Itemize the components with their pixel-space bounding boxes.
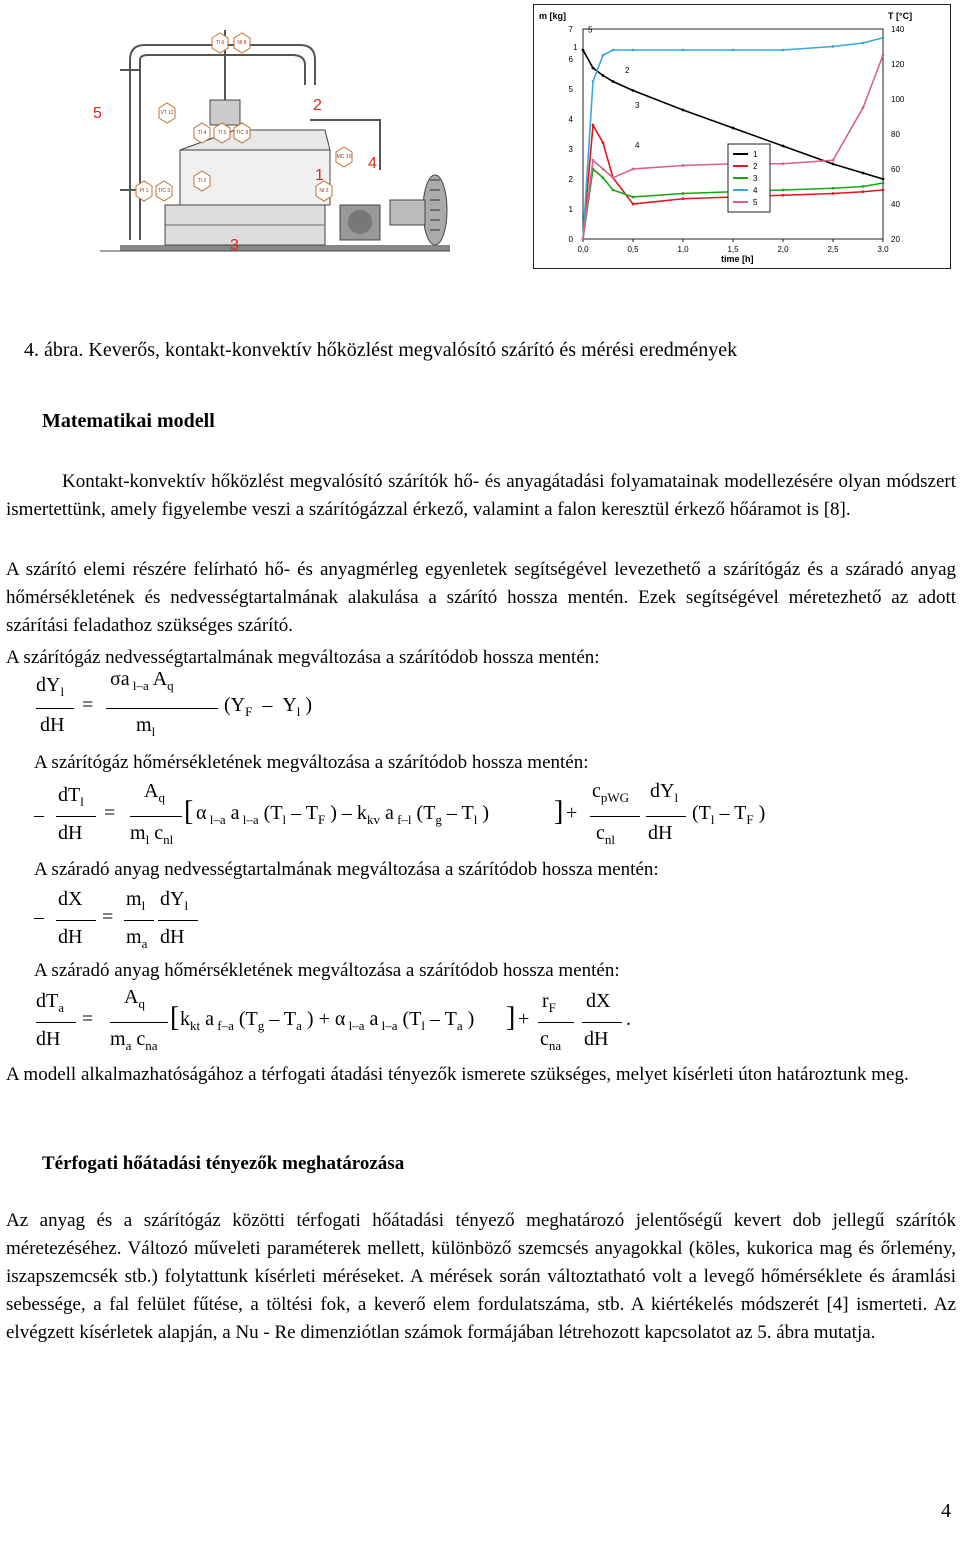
series-point-4	[682, 49, 685, 52]
series-point-4	[882, 36, 885, 39]
series-point-4	[862, 42, 865, 45]
svg-text:VT 11: VT 11	[160, 110, 174, 116]
legend-label-2: 2	[753, 162, 758, 171]
right-tick-label: 100	[891, 95, 905, 104]
series-point-2	[602, 141, 605, 144]
series-point-3	[602, 176, 605, 179]
series-point-1	[882, 178, 885, 181]
legend-label-3: 3	[753, 174, 758, 183]
equation-4: $dT_a$ dH = $A_q$ $m_a$ $c_{na}$ [ $k_{kt}$ a $_{f-a}$ ($T_g - T_a$ ) + α $_{l-a}$ a $_{l-a}$ ($T_l - T_a$ ) ] + $r_F$ $c_{na}$ dX dH .	[36, 986, 631, 1053]
series-point-4	[632, 49, 635, 52]
series-point-4	[612, 49, 615, 52]
right-axis-label: T [°C]	[888, 11, 913, 21]
svg-text:TIC 9: TIC 9	[235, 130, 249, 136]
measurement-chart	[533, 4, 951, 269]
series-point-2	[832, 192, 835, 195]
series-point-1	[732, 127, 735, 130]
curve-number-2: 2	[625, 65, 630, 75]
eq3-intro: A száradó anyag nedvességtartalmának megváltozása a szárítódob hossza mentén:	[34, 859, 659, 880]
right-tick-label: 120	[891, 60, 905, 69]
svg-text:TI 4: TI 4	[197, 130, 207, 136]
series-point-3	[832, 187, 835, 190]
left-tick-label: 6	[568, 55, 573, 64]
series-point-1	[582, 49, 585, 52]
right-tick-label: 60	[891, 165, 900, 174]
series-point-4	[732, 49, 735, 52]
legend-label-1: 1	[753, 150, 758, 159]
x-tick-label: 0,0	[577, 245, 589, 254]
series-point-5	[602, 168, 605, 171]
series-point-5	[832, 159, 835, 162]
heading-model: Matematikai modell	[42, 410, 215, 432]
series-point-4	[782, 49, 785, 52]
series-point-1	[602, 74, 605, 77]
series-point-1	[862, 172, 865, 175]
legend-label-5: 5	[753, 198, 758, 207]
series-point-2	[632, 203, 635, 206]
right-tick-label: 140	[891, 25, 905, 34]
series-point-5	[632, 168, 635, 171]
paragraph-last: Az anyag és a szárítógáz közötti térfogati hőátadási tényező meghatározó jelentőségű kevert dob jellegű szárítók méretezéséhez. Változó műveleti paraméterek mellett, különböző szemcsés anyagokkal (köles, kukorica mag és őrlemény, iszapszemcsék stb.) folytattunk kísérleti méréseket. A mérések során változtatható volt a levegő hőmérséklete és áramlási sebessége, a fal felület fűtése, a töltési fok, a keverő elem fordulatszáma, stb. A kiértékelés módszerét [4] ismerteti. Az elvégzett kísérletek alapján, a Nu - Re dimenziótlan számok formájában létrehozott kapcsolatot az 5. ábra mutatja.	[6, 1210, 956, 1343]
svg-text:1: 1	[315, 167, 324, 184]
x-tick-label: 1,5	[727, 245, 739, 254]
series-point-5	[782, 162, 785, 165]
equation-2: – $dT_l$ dH = $A_q$ $m_l$ $c_{nl}$ [ α $_{l-a}$ a $_{l-a}$ ($T_l - T_F$ ) – $k_{kv}$ a $_{f-l}$ ($T_g - T_l$ ) ] + $c_{pWG}$ $c_{nl}$ $dY_l$ dH ($T_l - T_F$ )	[34, 780, 766, 847]
series-point-1	[612, 80, 615, 83]
series-point-2	[782, 194, 785, 197]
left-tick-label: 3	[568, 145, 573, 154]
svg-text:NI 8: NI 8	[237, 40, 247, 46]
x-tick-label: 0,5	[627, 245, 639, 254]
svg-text:NI 3: NI 3	[319, 188, 329, 194]
series-point-2	[862, 190, 865, 193]
left-tick-label: 5	[568, 85, 573, 94]
series-point-3	[782, 189, 785, 192]
figure-caption: 4. ábra. Keverős, kontakt-konvektív hőközlést megvalósító szárító és mérési eredmények	[24, 339, 738, 361]
x-tick-label: 3,0	[877, 245, 889, 254]
series-point-5	[882, 54, 885, 57]
curve-number-4: 4	[635, 141, 640, 150]
series-point-3	[882, 182, 885, 185]
left-tick-label: 2	[568, 175, 573, 184]
series-point-5	[582, 238, 585, 241]
left-tick-label: 1	[568, 205, 573, 214]
series-point-4	[832, 45, 835, 48]
paragraph-applicability: A modell alkalmazhatóságához a térfogati átadási tényezők ismerete szükséges, melyet kísérleti úton határoztunk meg.	[6, 1064, 909, 1085]
legend-label-4: 4	[753, 186, 758, 195]
curve-number-5: 5	[588, 25, 593, 35]
series-point-4	[602, 54, 605, 57]
curve-number-1: 1	[573, 43, 578, 52]
series-point-1	[682, 109, 685, 112]
series-point-2	[592, 124, 595, 127]
series-point-1	[832, 163, 835, 166]
paragraph-balance: A szárító elemi részére felírható hő- és anyagmérleg egyenletek segítségével levezethető a szárítógáz és a száradó anyag hőmérsékletének és nedvességtartalmának alakulása a szárító hossza mentén. Ezek segítségével méretezhető az adott szárítási feladathoz szükséges szárító.	[6, 559, 956, 636]
curve-number-3: 3	[635, 100, 640, 110]
right-tick-label: 80	[891, 130, 900, 139]
right-tick-label: 40	[891, 200, 900, 209]
series-point-5	[612, 176, 615, 179]
svg-text:MC 10: MC 10	[336, 154, 352, 160]
series-point-5	[592, 159, 595, 162]
svg-text:5: 5	[93, 105, 102, 122]
svg-text:PI 1: PI 1	[139, 188, 149, 194]
series-point-2	[882, 189, 885, 192]
eq1-intro: A szárítógáz nedvességtartalmának megváltozása a szárítódob hossza mentén:	[6, 647, 600, 668]
svg-text:TI 6: TI 6	[215, 40, 225, 46]
x-tick-label: 2,0	[777, 245, 789, 254]
left-tick-label: 4	[568, 115, 573, 124]
series-point-3	[682, 192, 685, 195]
apparatus-drawing	[60, 0, 460, 272]
eq4-intro: A száradó anyag hőmérsékletének megváltozása a szárítódob hossza mentén:	[34, 960, 620, 981]
page-number: 4	[941, 1500, 951, 1522]
equation-3: – dX dH = $m_l$ $m_a$ $dY_l$ dH	[34, 888, 334, 958]
right-tick-label: 20	[891, 235, 900, 244]
svg-text:TI 2: TI 2	[197, 178, 207, 184]
equation-1: $dY_l$ dH = σa $_{l-a}$ $A_q$ $m_l$ ($Y_F - Y_l$ )	[36, 668, 313, 739]
series-point-3	[612, 189, 615, 192]
series-point-1	[592, 67, 595, 70]
left-tick-label: 0	[568, 235, 573, 244]
series-point-1	[632, 89, 635, 92]
series-point-1	[782, 145, 785, 148]
left-axis-label: m [kg]	[539, 11, 566, 21]
paragraph-intro: Kontakt-konvektív hőközlést megvalósító szárítók hő- és anyagátadási folyamatainak modellezésére olyan módszert ismertettünk, amely figyelembe veszi a szárítógázzal érkező, valamint a falon keresztül érkező hőáramot is [8].	[6, 471, 956, 520]
series-point-5	[682, 164, 685, 167]
eq2-intro: A szárítógáz hőmérsékletének megváltozása a szárítódob hossza mentén:	[34, 752, 589, 773]
svg-text:2: 2	[313, 97, 322, 114]
series-point-2	[682, 197, 685, 200]
x-axis-label: time [h]	[721, 254, 754, 264]
svg-text:4: 4	[368, 155, 377, 172]
x-tick-label: 2,5	[827, 245, 839, 254]
svg-text:3: 3	[230, 237, 239, 254]
left-tick-label: 7	[568, 25, 573, 34]
svg-text:TI 5: TI 5	[217, 130, 227, 136]
series-point-3	[632, 196, 635, 199]
heading-heat-transfer: Térfogati hőátadási tényezők meghatározása	[42, 1153, 405, 1174]
svg-text:TIC 3: TIC 3	[157, 188, 171, 194]
x-tick-label: 1,0	[677, 245, 689, 254]
series-point-5	[862, 106, 865, 109]
series-point-3	[862, 185, 865, 188]
series-point-4	[592, 80, 595, 83]
